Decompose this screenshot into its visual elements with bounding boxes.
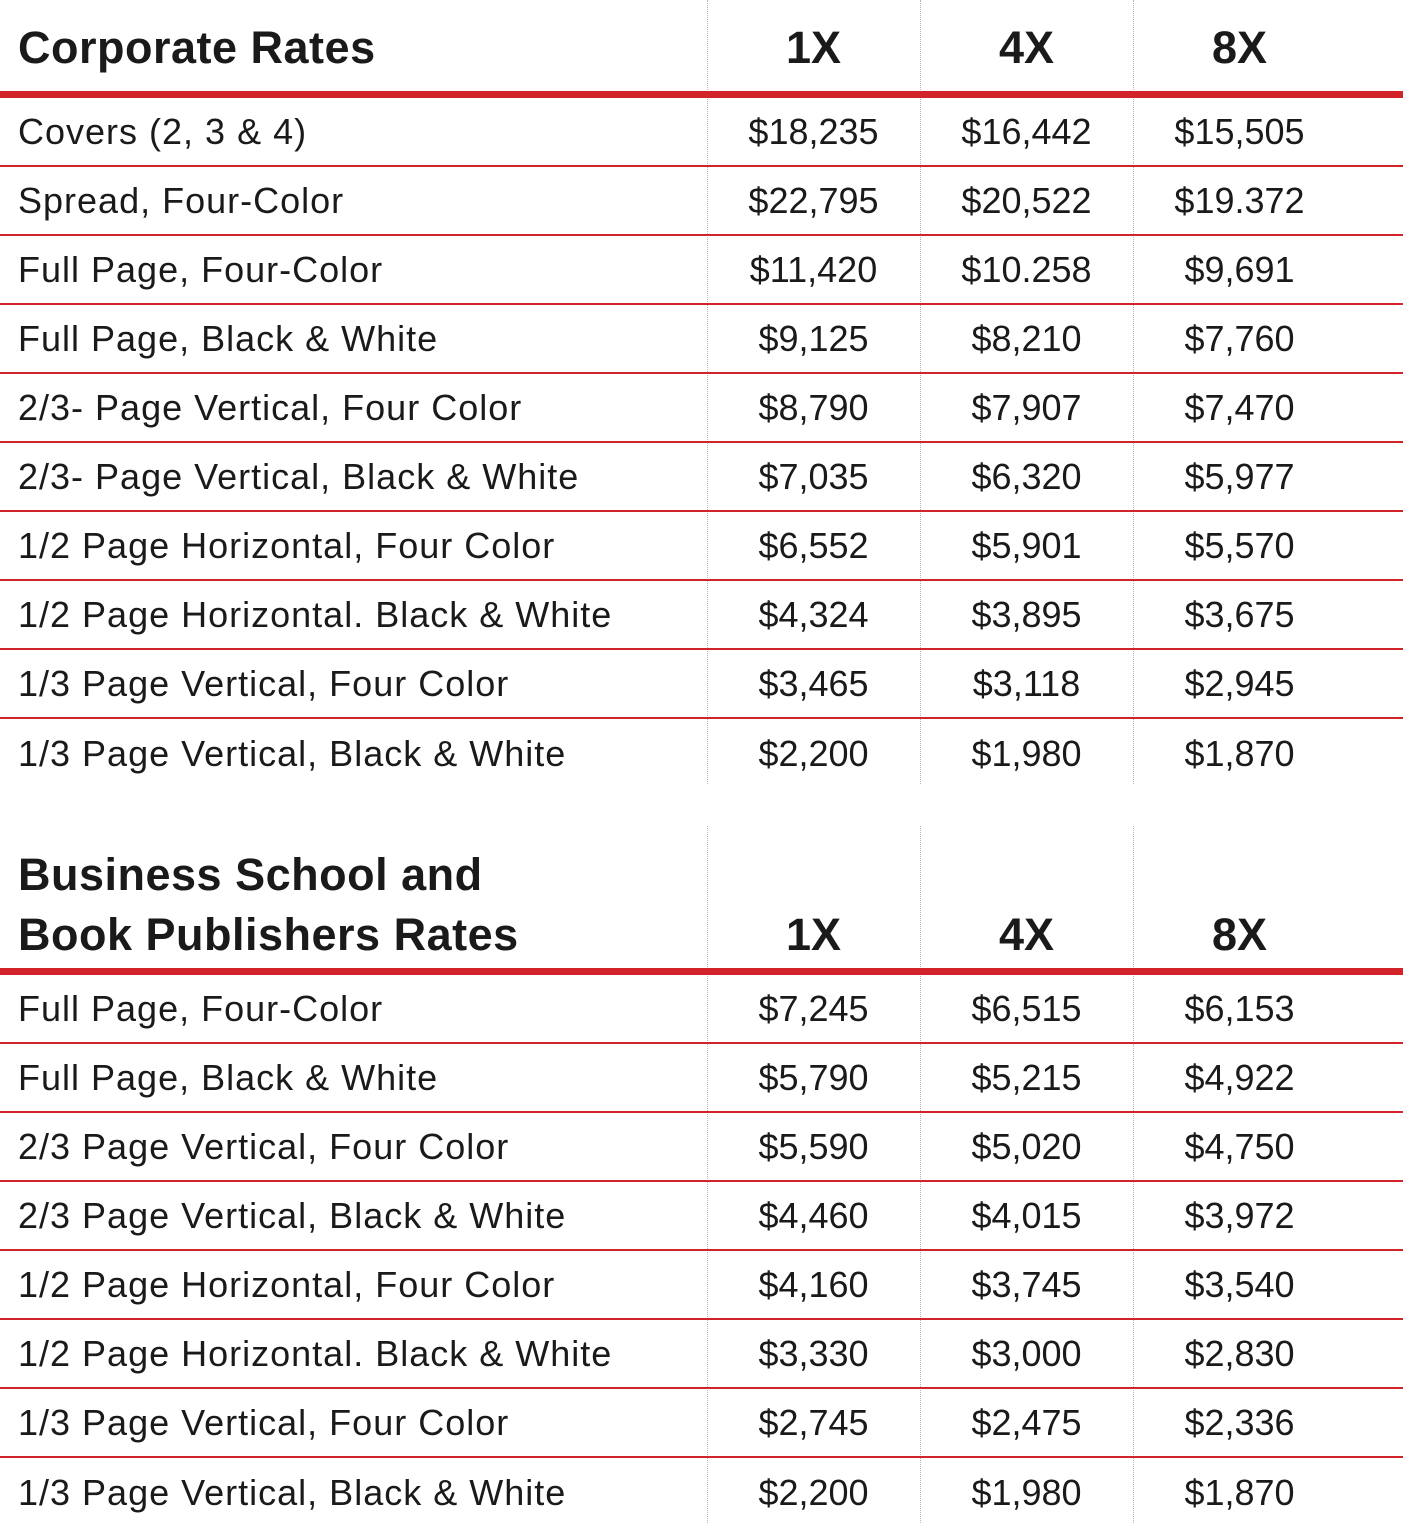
table-row [0, 581, 1403, 650]
rate-8x: $3,540 [1184, 1263, 1295, 1305]
rate-8x: $15,505 [1174, 110, 1305, 152]
table-row [0, 443, 1403, 512]
rate-4x: $6,515 [971, 987, 1082, 1029]
row-label: 1/2 Page Horizontal, Four Color [18, 1263, 556, 1305]
rate-8x: $19.372 [1174, 179, 1305, 221]
table-header [0, 826, 1403, 975]
row-label: Full Page, Four-Color [18, 248, 384, 290]
rate-1x: $18,235 [748, 110, 879, 152]
table-row [0, 236, 1403, 305]
row-label: 1/2 Page Horizontal, Four Color [18, 524, 556, 566]
column-header-4x: 4X [998, 909, 1055, 960]
rate-1x: $4,460 [758, 1194, 869, 1236]
rate-4x: $5,215 [971, 1056, 1082, 1098]
row-label: Covers (2, 3 & 4) [18, 110, 308, 152]
column-header-8x: 8X [1211, 909, 1268, 960]
rate-8x: $2,830 [1184, 1332, 1295, 1374]
table-header [0, 0, 1403, 98]
table-row [0, 1251, 1403, 1320]
rate-4x: $5,020 [971, 1125, 1082, 1167]
row-label: 1/3 Page Vertical, Four Color [18, 1401, 510, 1443]
table-row [0, 1320, 1403, 1389]
rate-4x: $8,210 [971, 317, 1082, 359]
rate-4x: $5,901 [971, 524, 1082, 566]
rate-8x: $5,977 [1184, 455, 1295, 497]
rate-1x: $5,590 [758, 1125, 869, 1167]
row-label: 1/3 Page Vertical, Black & White [18, 1471, 567, 1513]
rate-1x: $7,035 [758, 455, 869, 497]
rate-8x: $2,945 [1184, 662, 1295, 704]
rate-1x: $5,790 [758, 1056, 869, 1098]
rate-8x: $9,691 [1184, 248, 1295, 290]
row-label: 2/3 Page Vertical, Black & White [18, 1194, 567, 1236]
table-row [0, 1044, 1403, 1113]
rate-4x: $3,895 [971, 593, 1082, 635]
rate-4x: $1,980 [971, 1471, 1082, 1513]
table-row [0, 98, 1403, 167]
table-row [0, 1182, 1403, 1251]
rate-1x: $8,790 [758, 386, 869, 428]
table-row [0, 975, 1403, 1044]
rate-8x: $7,760 [1184, 317, 1295, 359]
rate-4x: $3,745 [971, 1263, 1082, 1305]
table-row [0, 1389, 1403, 1458]
section-title-line: Corporate Rates [18, 22, 376, 73]
table-row [0, 512, 1403, 581]
rate-4x: $2,475 [971, 1401, 1082, 1443]
section-title-line: Business School and [18, 849, 483, 900]
table-row [0, 1113, 1403, 1182]
rate-4x: $3,118 [972, 662, 1081, 704]
row-label: 1/3 Page Vertical, Four Color [18, 662, 510, 704]
row-label: Spread, Four-Color [18, 179, 345, 221]
rate-8x: $4,922 [1184, 1056, 1295, 1098]
table-row [0, 719, 1403, 788]
rate-1x: $7,245 [758, 987, 869, 1029]
rate-1x: $11,420 [749, 248, 878, 290]
row-label: 2/3 Page Vertical, Four Color [18, 1125, 510, 1167]
row-label: 1/3 Page Vertical, Black & White [18, 732, 567, 774]
rate-4x: $6,320 [971, 455, 1082, 497]
rate-1x: $3,465 [758, 662, 869, 704]
rate-8x: $4,750 [1184, 1125, 1295, 1167]
rate-4x: $3,000 [971, 1332, 1082, 1374]
rate-8x: $6,153 [1184, 987, 1295, 1029]
section-title [0, 845, 707, 965]
section-title [0, 18, 707, 78]
table-row [0, 167, 1403, 236]
row-label: 1/2 Page Horizontal. Black & White [18, 593, 613, 635]
rate-4x: $10.258 [961, 248, 1092, 290]
row-label: 2/3- Page Vertical, Four Color [18, 386, 523, 428]
table-row [0, 305, 1403, 374]
rate-4x: $20,522 [961, 179, 1092, 221]
business-school-rates-table [0, 826, 1403, 1523]
rate-8x: $1,870 [1184, 1471, 1295, 1513]
rate-4x: $7,907 [971, 386, 1082, 428]
rate-8x: $3,675 [1184, 593, 1295, 635]
rate-1x: $22,795 [748, 179, 879, 221]
rate-1x: $6,552 [758, 524, 869, 566]
column-header-1x: 1X [785, 22, 842, 73]
rate-8x: $2,336 [1184, 1401, 1295, 1443]
row-label: Full Page, Four-Color [18, 987, 384, 1029]
table-row [0, 1458, 1403, 1527]
rate-8x: $3,972 [1184, 1194, 1295, 1236]
row-label: Full Page, Black & White [18, 317, 439, 359]
table-row [0, 374, 1403, 443]
rate-8x: $7,470 [1184, 386, 1295, 428]
rate-8x: $1,870 [1184, 732, 1295, 774]
row-label: 1/2 Page Horizontal. Black & White [18, 1332, 613, 1374]
rate-1x: $4,160 [758, 1263, 869, 1305]
table-row [0, 650, 1403, 719]
rate-4x: $16,442 [961, 110, 1092, 152]
rate-1x: $2,745 [758, 1401, 869, 1443]
row-label: Full Page, Black & White [18, 1056, 439, 1098]
rate-1x: $2,200 [758, 732, 869, 774]
rate-8x: $5,570 [1184, 524, 1295, 566]
column-header-8x: 8X [1211, 22, 1268, 73]
rate-1x: $4,324 [758, 593, 869, 635]
row-label: 2/3- Page Vertical, Black & White [18, 455, 580, 497]
column-header-1x: 1X [785, 909, 842, 960]
section-title-line: Book Publishers Rates [18, 909, 519, 960]
rate-4x: $1,980 [971, 732, 1082, 774]
rate-4x: $4,015 [971, 1194, 1082, 1236]
rate-1x: $9,125 [758, 317, 869, 359]
rate-1x: $3,330 [758, 1332, 869, 1374]
rate-1x: $2,200 [758, 1471, 869, 1513]
column-header-4x: 4X [998, 22, 1055, 73]
